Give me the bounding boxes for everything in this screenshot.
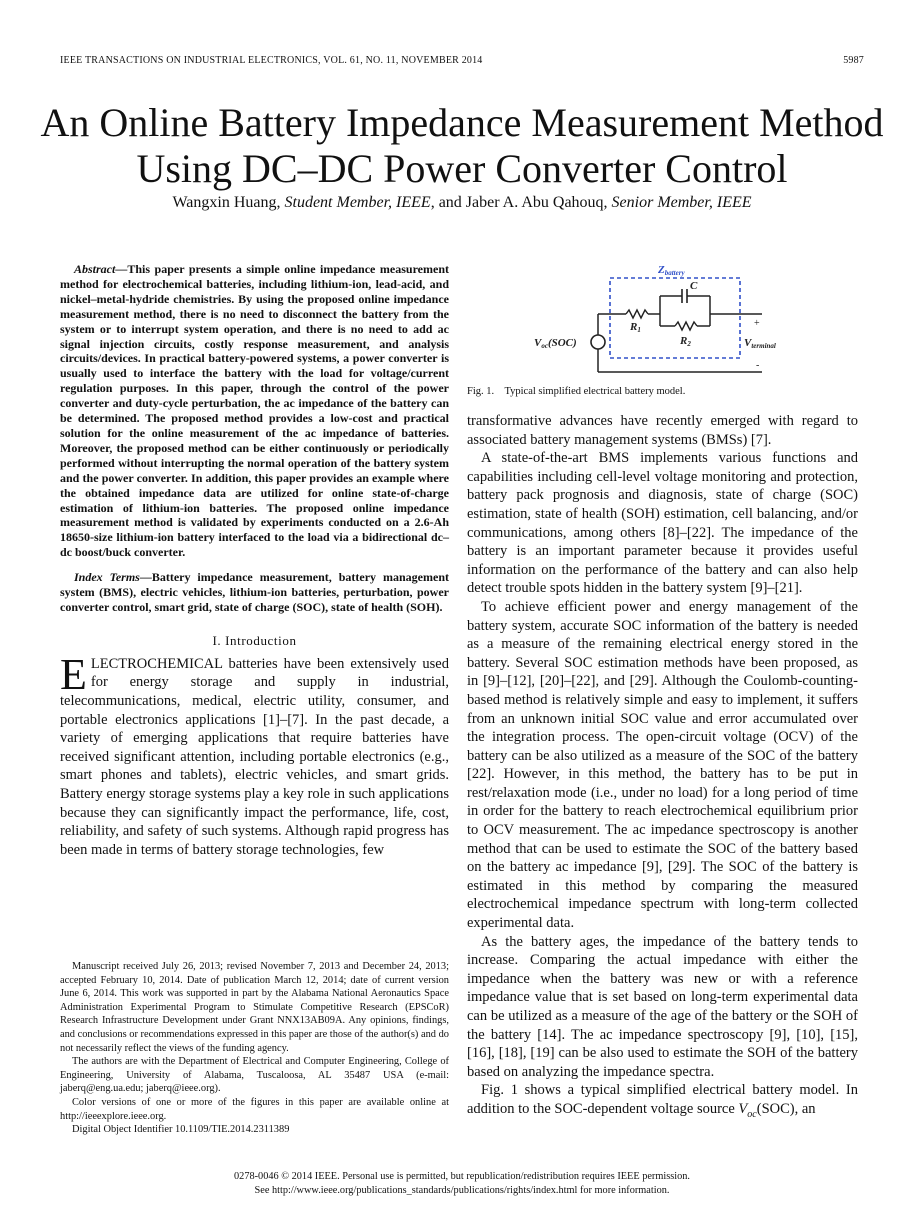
index-terms-text: Battery impedance measurement, battery management system (BMS), electric vehicles, lithium-ion batteries, perturbation, power converter control, smart grid, state of charge (SOC), state of health (SOH). — [60, 570, 449, 614]
title-line-2: Using DC–DC Power Converter Control — [136, 146, 788, 191]
author-2: , and Jaber A. Abu Qahouq, — [430, 194, 612, 211]
page-number: 5987 — [843, 55, 864, 66]
abstract-text: This paper presents a simple online impedance measurement method for electrochemical batteries, including lithium-ion, lead-acid, and nickel–metal-hydride chemistries. By using the proposed online impedance measurement method, there is no need to disconnect the battery from the system or to interrupt system operation, and there is no need to add ac signal injection circuits, costly response measurement, and analysis circuits/devices. In practical battery-powered systems, a power converter is usually used to interface the battery with the load for voltage/current regulation purposes. In this paper, through the control of the power converter and duty-cycle perturbation, the ac impedance of the battery can be determined. The proposed method provides a low-cost and practical solution for the online measurement of the ac impedance of batteries. Moreover, the proposed method can be either continuously or periodically performed without interrupting the normal operation of the battery system and the power converter. In addition, this paper provides an example where the obtained impedance data are utilized for online state-of-charge estimation of lithium-ion batteries. The proposed online impedance measurement method is validated by experiments conducted on a 2.6-Ah 18650-size lithium-ion battery interfaced to the load via a bidirectional dc–dc boost/buck converter. — [60, 262, 449, 560]
z-battery-box — [610, 278, 740, 358]
battery-model-diagram — [530, 260, 790, 380]
running-header — [60, 55, 864, 69]
author-1: Wangxin Huang, — [172, 194, 285, 211]
figure-1-caption: Fig. 1. Typical simplified electrical battery model. — [467, 386, 686, 397]
voltage-source — [591, 335, 605, 349]
plus-sign: + — [754, 318, 760, 329]
right-paragraph-2: To achieve efficient power and energy management of the battery system, accurate SOC information of the battery is needed as a measure of the remaining electrical energy stored in the battery. Several SOC estimation methods have been proposed, as in [9]–[12], [20]–[22], and [29]. Although the Coulomb-counting-based method is relatively simple and easy to implement, it suffers from an unknown initial SOC value and error accumulated over the integration process. The open-circuit voltage (OCV) of the battery can be also utilized as a measure of the SOC of the battery [22]. However, in this method, the battery has to be put in rest/relaxation mode (i.e., under no load) for a long period of time in order for the battery to reach electrochemical equilibrium prior to OCV measurement. The ac impedance spectroscopy is another method that can be used to estimate the SOC of the battery based on the battery ac impedance [9], [29]. The SOC of the battery is estimated in this method by comparing the measured electrochemical impedance spectrum with long-term collected experimental data. — [467, 598, 858, 932]
footnote — [60, 960, 449, 1137]
z-label: Zbattery — [658, 264, 685, 277]
p4-math-sub: oc — [747, 1108, 757, 1120]
footnote-manuscript: Manuscript received July 26, 2013; revised November 7, 2013 and December 24, 2013; accepted February 10, 2014. Date of publication March 12, 2014; date of current version June 6, 2014. This work was supported in part by the Alabama National Aeronautics Space Administration Experimental Program to Stimulate Competitive Research (EPSCoR) Research Infrastructure Development under Grant NNX13AB09A. Any opinions, findings, and conclusions or recommendations expressed in this paper are those of the author(s) and do not necessarily reflect the views of the funding agency. — [60, 961, 449, 1054]
section-heading: I. Introduction — [212, 632, 297, 648]
right-paragraph-3: As the battery ages, the impedance of the battery tends to increase. Comparing the actual impedance with either the impedance when the battery was new or with a reference impedance value that is set based on long-term experimental data can be utilized as a measure of the age of the battery or the SOH of the battery [14]. The ac impedance spectroscopy [9], [10], [15], [16], [18], [19] can be also used to estimate the SOH of the battery based on analyzing the impedance spectra. — [467, 933, 858, 1080]
right-paragraph-4 — [467, 1081, 858, 1124]
index-terms-lead: Index Terms— — [74, 570, 152, 585]
abstract-lead: Abstract— — [74, 262, 128, 276]
minus-sign: - — [756, 360, 760, 371]
figure-1 — [530, 260, 790, 380]
title-line-1: An Online Battery Impedance Measurement Method — [40, 100, 884, 145]
p4-math-v: V — [738, 1100, 748, 1117]
p4-text-end: (SOC), an — [756, 1100, 816, 1117]
drop-cap: E — [60, 649, 87, 699]
footnote-color: Color versions of one or more of the figures in this paper are available online at http://ieeexplore.ieee.org. — [60, 1096, 449, 1122]
paper-title — [40, 100, 884, 192]
copyright-footer — [60, 1170, 864, 1198]
footer-line-2: See http://www.ieee.org/publications_standards/publications/rights/index.html for more information. — [254, 1185, 670, 1196]
author-2-role: Senior Member, IEEE — [611, 194, 752, 211]
c-label: C — [690, 280, 698, 292]
voc-label: Voc(SOC) — [534, 337, 577, 350]
resistor-r2 — [675, 322, 697, 330]
p4-text: Fig. 1 shows a typical simplified electrical battery model. In addition to the SOC-dependent voltage source — [467, 1082, 858, 1117]
footnote-affiliation: The authors are with the Department of Electrical and Computer Engineering, College of Engineering, University of Alabama, Tuscaloosa, AL 35487 USA (e-mail: jaberq@eng.ua.edu; jaberq@ieee.org). — [60, 1056, 449, 1095]
right-paragraph-0: transformative advances have recently emerged with regard to associated battery management systems (BMSs) [7]. — [467, 413, 858, 448]
abstract — [60, 262, 449, 560]
vterminal-label: Vterminal — [744, 337, 776, 350]
left-column — [60, 262, 449, 859]
right-paragraph-1: A state-of-the-art BMS implements various functions and capabilities including cell-level voltage monitoring and protection, battery pack prognosis and diagnosis, state of charge (SOC) estimation, state of health (SOH) estimation, cell balancing, and/or communications, among others [8]–[22]. The impedance of the battery is an important parameter because it provides useful information on the performance of the battery and can also help detect trouble spots hidden in the battery system [9]–[21]. — [467, 450, 858, 597]
author-list — [40, 194, 884, 212]
intro-paragraph — [60, 649, 449, 860]
r2-label: R2 — [680, 335, 691, 348]
r1-label: R1 — [630, 321, 641, 334]
index-terms — [60, 570, 449, 615]
footer-line-1: 0278-0046 © 2014 IEEE. Personal use is permitted, but republication/redistribution requires IEEE permission. — [234, 1171, 690, 1182]
author-1-role: Student Member, IEEE — [284, 194, 431, 211]
resistor-r1 — [626, 310, 648, 318]
intro-text: LECTROCHEMICAL batteries have been extensively used for energy storage and supply in industrial, telecommunications, medical, electric utility, consumer, and portable electronics applications [1]–[7]. In the past decade, a variety of emerging applications that require batteries have received significant attention, including portable electronics (e.g., smart phones and tablets), electric vehicles, and smart grids. Battery energy storage systems play a key role in such applications because they can significantly impact the performance, life, cost, reliability, and safety of such systems. Although rapid progress has been made in terms of battery storage technologies, few — [60, 655, 449, 858]
right-column — [467, 412, 858, 1124]
footnote-doi: Digital Object Identifier 10.1109/TIE.2014.2311389 — [72, 1124, 290, 1136]
journal-header: IEEE TRANSACTIONS ON INDUSTRIAL ELECTRONICS, VOL. 61, NO. 11, NOVEMBER 2014 — [60, 55, 483, 66]
